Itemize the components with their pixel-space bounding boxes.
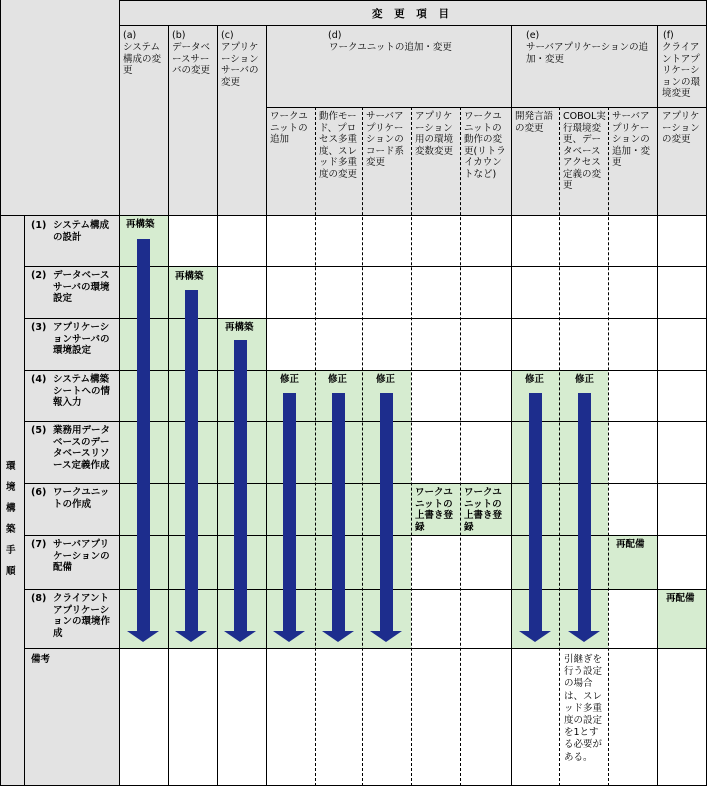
arrow-a-shaft: [137, 239, 150, 631]
sub-d4: アプリケーション用の環境変数変更: [415, 111, 454, 157]
step-6-num: (6): [31, 487, 47, 498]
cell-fix-d1: 修正: [280, 374, 300, 385]
cat-a-name: システム構成の変更: [123, 42, 162, 76]
step-4-num: (4): [31, 374, 47, 385]
step-5-label: 業務用データベースのデータベースリソース定義作成: [53, 425, 111, 471]
cat-f-code: (f): [663, 30, 674, 41]
cat-b-name: データベースサーバの変更: [172, 42, 211, 76]
cell-rebuild-b: 再構築: [175, 271, 204, 282]
step-7-num: (7): [31, 539, 47, 550]
step-3-num: (3): [31, 322, 47, 333]
cat-c-name: アプリケーションサーバの変更: [221, 42, 259, 88]
arrow-d2-shaft: [332, 393, 345, 631]
remarks-label: 備考: [31, 654, 51, 665]
cat-c-code: (c): [221, 30, 234, 41]
step-5-num: (5): [31, 425, 47, 436]
remark-text: 引継ぎを行う設定の場合は、スレッド多重度の設定を1とする必要がある。: [564, 654, 603, 763]
sub-d1: ワークユニットの追加: [270, 111, 308, 145]
step-4-label: システム構築シートへの情報入力: [53, 374, 111, 408]
sub-f1: アプリケーションの変更: [662, 111, 700, 145]
arrow-b-shaft: [185, 290, 198, 631]
step-2-label: データベースサーバの環境設定: [53, 270, 110, 304]
sub-e1: 開発言語の変更: [515, 111, 554, 134]
step-2-num: (2): [31, 270, 47, 281]
cat-b-code: (b): [172, 30, 186, 41]
step-3-label: アプリケーションサーバの環境設定: [53, 322, 110, 356]
step-6-label: ワークユニットの作成: [53, 487, 110, 510]
cat-d-code: (d): [328, 30, 342, 41]
sub-d5: ワークユニットの動作の変更(リトライカウントなど): [464, 111, 506, 180]
cell-rebuild-c: 再構築: [225, 322, 254, 333]
step-8-label: クライアントアプリケーションの環境作成: [53, 593, 111, 639]
arrow-c-shaft: [234, 340, 247, 631]
cat-e-name: サーバアプリケーションの追加・変更: [526, 42, 649, 65]
sub-e3: サーバアプリケーションの追加・変更: [612, 111, 651, 168]
sub-d3: サーバアプリケーションのコード系変更: [366, 111, 405, 168]
arrow-c-head: [224, 631, 256, 642]
side-label: 環境構築手順: [6, 461, 16, 577]
arrow-e1-head: [519, 631, 551, 642]
arrow-e1-shaft: [529, 393, 542, 631]
arrow-d1-head: [273, 631, 305, 642]
cell-rebuild-a: 再構築: [126, 219, 155, 230]
arrow-e2-shaft: [578, 393, 591, 631]
sub-e2: COBOL実行環境変更、データベースアクセス定義の変更: [563, 111, 606, 191]
arrow-d3-head: [370, 631, 402, 642]
step-8-num: (8): [31, 593, 47, 604]
arrow-e2-head: [568, 631, 600, 642]
arrow-b-head: [175, 631, 207, 642]
cell-redeploy-f: 再配備: [666, 593, 695, 604]
cat-d-name: ワークユニットの追加・変更: [329, 42, 452, 53]
sub-d2: 動作モード、プロセス多重度、スレッド多重度の変更: [319, 111, 358, 180]
cell-overwrite-d5: ワークユニットの上書き登録: [464, 487, 503, 533]
cat-f-name: クライアントアプリケーションの環境変更: [662, 42, 701, 99]
step-1-label: システム構成の設計: [53, 220, 110, 243]
step-1-num: (1): [31, 220, 47, 231]
step-7-label: サーバアプリケーションの配備: [53, 539, 110, 573]
arrow-d3-shaft: [380, 393, 393, 631]
cell-fix-d3: 修正: [376, 374, 396, 385]
header-title: 変 更 項 目: [372, 8, 453, 20]
cat-e-code: (e): [526, 30, 540, 41]
cell-overwrite-d4: ワークユニットの上書き登録: [415, 487, 454, 533]
cell-redeploy-e3: 再配備: [616, 539, 645, 550]
arrow-a-head: [127, 631, 159, 642]
cell-fix-e2: 修正: [575, 374, 595, 385]
cat-a-code: (a): [123, 30, 137, 41]
arrow-d1-shaft: [283, 393, 296, 631]
cell-fix-e1: 修正: [525, 374, 545, 385]
arrow-d2-head: [322, 631, 354, 642]
cell-fix-d2: 修正: [328, 374, 348, 385]
